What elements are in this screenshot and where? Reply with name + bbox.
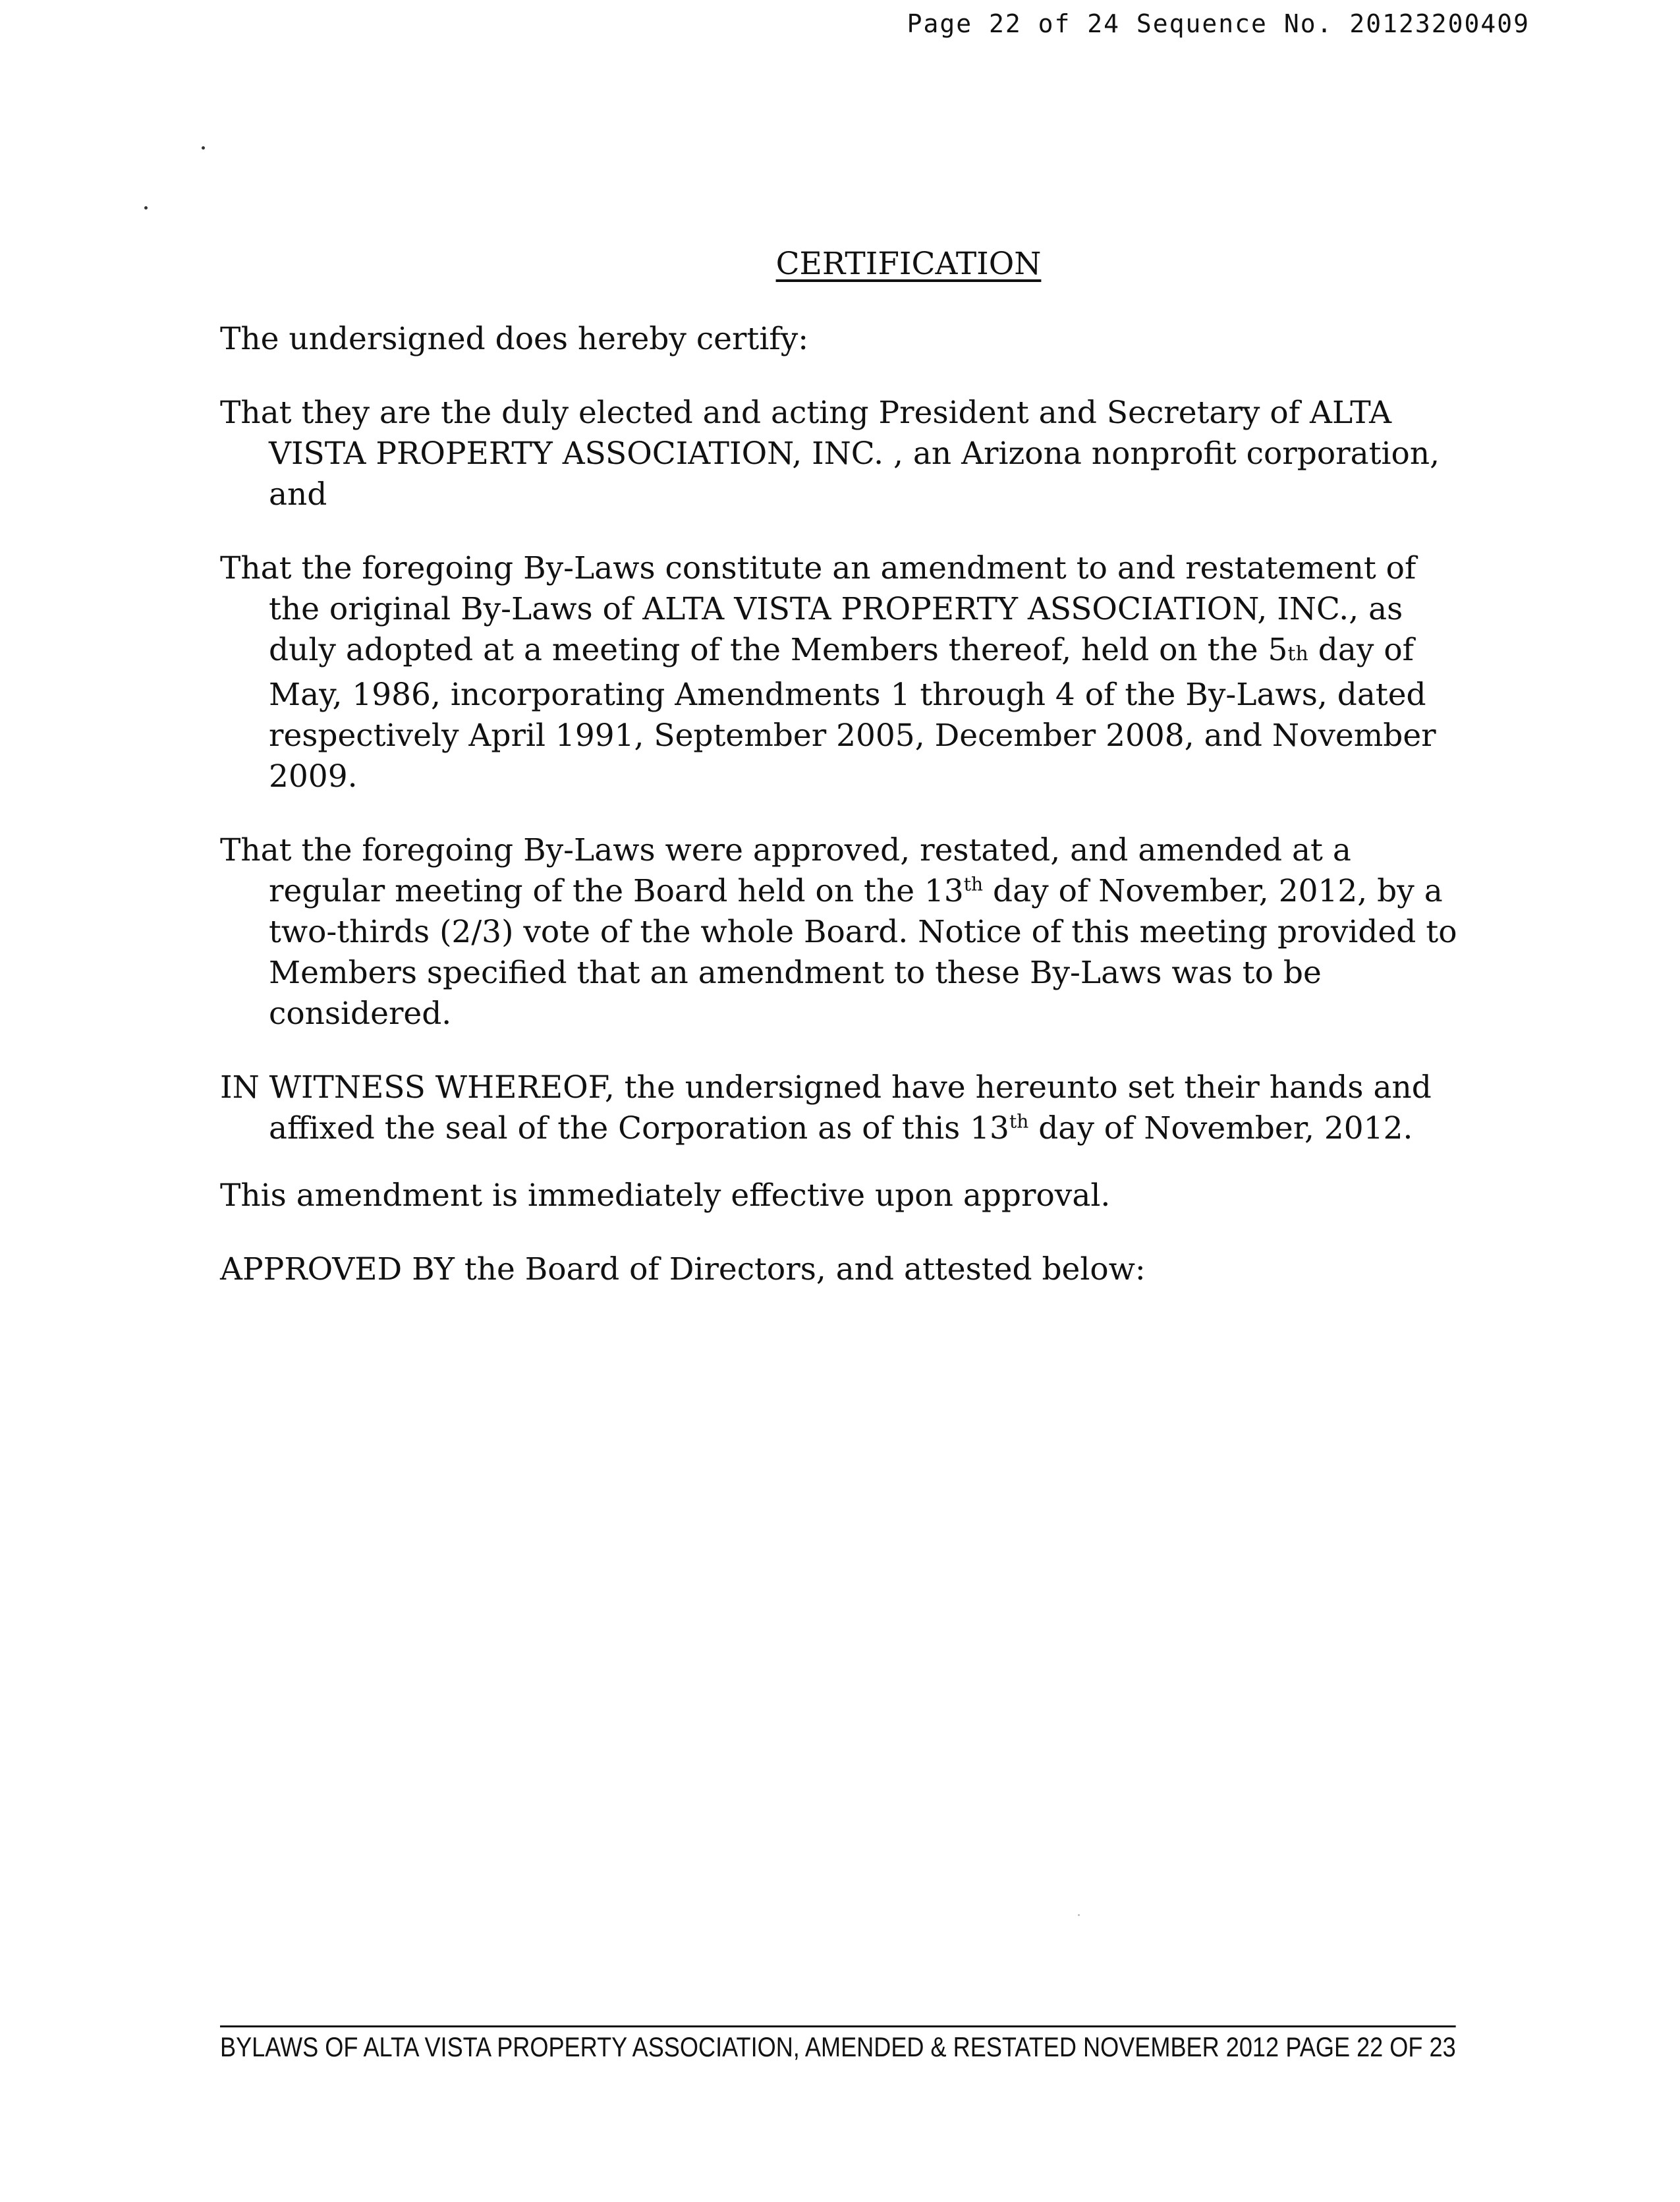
scan-speck [144, 206, 148, 210]
witness-paragraph [220, 1067, 1472, 1149]
officers-paragraph: That they are the duly elected and acting President and Secretary of ALTA VISTA PROPERTY ASSOCIATION, INC. , an Arizona nonprofit corporation, and [220, 395, 1440, 513]
document-body [220, 244, 1472, 1323]
effective-paragraph: This amendment is immediately effective upon approval. [220, 1177, 1111, 1214]
approved-by-paragraph: APPROVED BY the Board of Directors, and attested below: [220, 1251, 1146, 1287]
restatement-ordinal: th [1287, 642, 1308, 665]
footer-page-number: PAGE 22 OF 23 [1285, 2031, 1456, 2062]
scan-speck [1078, 1914, 1080, 1916]
approval-text-b: day of November, 2012, by a two-thirds (2/3) vote of the whole Board. Notice of this meeting provided to Members specified that an amendment to these By-Laws was to be considered. [269, 873, 1457, 1032]
page-footer [220, 2025, 1456, 2063]
restatement-text-b: day of May, 1986, incorporating Amendments 1 through 4 of the By-Laws, dated respectively April 1991, September 2005, December 2008, and November 2009. [269, 632, 1436, 795]
sequence-stamp: Page 22 of 24 Sequence No. 20123200409 [907, 9, 1530, 38]
restatement-text-a: That the foregoing By-Laws constitute an amendment to and restatement of the original By-Laws of ALTA VISTA PROPERTY ASSOCIATION, INC., as duly adopted at a meeting of the Members thereof, held on the 5 [220, 550, 1416, 668]
witness-text-a: IN WITNESS WHEREOF, the undersigned have hereunto set their hands and affixed the seal of the Corporation as of this 13 [220, 1069, 1432, 1146]
witness-text-b: day of November, 2012. [1028, 1110, 1413, 1146]
footer-title: BYLAWS OF ALTA VISTA PROPERTY ASSOCIATION, AMENDED & RESTATED NOVEMBER 2012 [220, 2031, 1279, 2062]
scan-speck [202, 146, 205, 150]
witness-ordinal: th [1009, 1110, 1029, 1133]
approval-text-a: That the foregoing By-Laws were approved, restated, and amended at a regular meeting of the Board held on the 13 [220, 832, 1351, 909]
document-title: CERTIFICATION [775, 246, 1042, 282]
intro-paragraph: The undersigned does hereby certify: [220, 321, 809, 357]
approval-paragraph [220, 830, 1472, 1034]
restatement-paragraph [220, 548, 1472, 797]
approval-ordinal: th [963, 873, 984, 895]
